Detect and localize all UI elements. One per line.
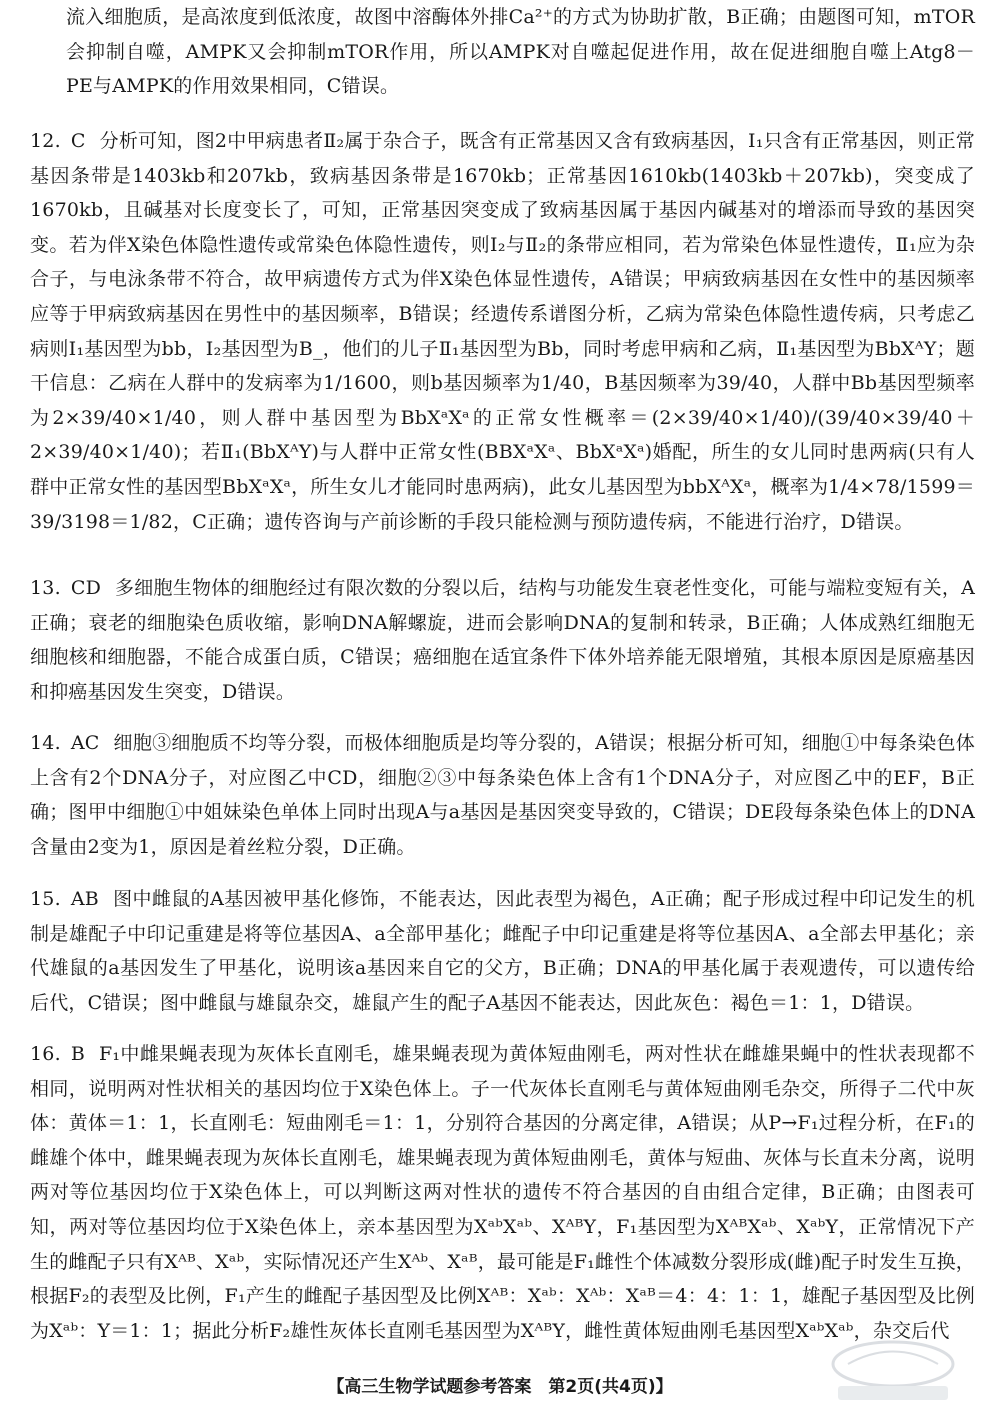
item-answer: AB [70, 888, 99, 910]
paragraph-text: 流入细胞质，是高浓度到低浓度，故图中溶酶体外排Ca²⁺的方式为协助扩散，B正确；由题图可知，mTOR会抑制自噬，AMPK又会抑制mTOR作用，所以AMPK对自噬起促进作用，故在促进细胞自噬上Atg8－PE与AMPK的作用效果相同，C错误。 [66, 6, 975, 98]
item-answer: CD [70, 577, 101, 599]
item-number: 12. [30, 130, 61, 152]
item-answer: AC [70, 732, 100, 754]
item-explanation: 细胞③细胞质不均等分裂，而极体细胞质是均等分裂的，A错误；根据分析可知，细胞①中每条染色体上含有2个DNA分子，对应图乙中CD，细胞②③中每条染色体上含有1个DNA分子，对应图乙中的EF，B正确；图甲中细胞①中姐妹染色单体上同时出现A与a基因是基因突变导致的，C错误；DE段每条染色体上的DNA含量由2变为1，原因是着丝粒分裂，D正确。 [30, 732, 975, 858]
item-answer: C [70, 130, 86, 152]
answer-item-12 [30, 124, 975, 539]
item-number: 14. [30, 732, 61, 754]
item-explanation: 分析可知，图2中甲病患者Ⅱ₂属于杂合子，既含有正常基因又含有致病基因，Ⅰ₁只含有正常基因，则正常基因条带是1403kb和207kb，致病基因条带是1670kb；正常基因1610kb(1403kb＋207kb)，突变成了1670kb，且碱基对长度变长了，可知，正常基因突变成了致病基因属于基因内碱基对的增添而导致的基因突变。若为伴X染色体隐性遗传或常染色体隐性遗传，则Ⅰ₂与Ⅱ₂的条带应相同，若为常染色体显性遗传，Ⅱ₁应为杂合子，与电泳条带不符合，故甲病遗传方式为伴X染色体显性遗传，A错误；甲病致病基因在女性中的基因频率应等于甲病致病基因在男性中的基因频率，B错误；经遗传系谱图分析，乙病为常染色体隐性遗传病，只考虑乙病则Ⅰ₁基因型为bb，Ⅰ₂基因型为B_，他们的儿子Ⅱ₁基因型为Bb，同时考虑甲病和乙病，Ⅱ₁基因型为BbXᴬY；题干信息：乙病在人群中的发病率为1/1600，则b基因频率为1/40，B基因频率为39/40，人群中Bb基因型频率为2×39/40×1/40，则人群中基因型为BbXᵃXᵃ的正常女性概率＝(2×39/40×1/40)/(39/40×39/40＋2×39/40×1/40)；若Ⅱ₁(BbXᴬY)与人群中正常女性(BBXᵃXᵃ、BbXᵃXᵃ)婚配，所生的女儿同时患两病(只有人群中正常女性的基因型BbXᵃXᵃ，所生女儿才能同时患两病)，此女儿基因型为bbXᴬXᵃ，概率为1/4×78/1599＝39/3198＝1/82，C正确；遗传咨询与产前诊断的手段只能检测与预防遗传病，不能进行治疗，D错误。 [30, 130, 975, 533]
answer-item-14 [30, 726, 975, 864]
item-number: 13. [30, 577, 61, 599]
item-number: 15. [30, 888, 61, 910]
item-answer: B [70, 1043, 85, 1065]
answer-item-16 [30, 1037, 975, 1348]
continued-paragraph [66, 0, 975, 104]
item-explanation: 多细胞生物体的细胞经过有限次数的分裂以后，结构与功能发生衰老性变化，可能与端粒变短有关，A正确；衰老的细胞染色质收缩，影响DNA解螺旋，进而会影响DNA的复制和转录，B正确；人体成熟红细胞无细胞核和细胞器，不能合成蛋白质，C错误；癌细胞在适宜条件下体外培养能无限增殖，其根本原因是原癌基因和抑癌基因发生突变，D错误。 [30, 577, 975, 703]
watermark-logo-icon [818, 1334, 968, 1404]
item-explanation: 图中雌鼠的A基因被甲基化修饰，不能表达，因此表型为褐色，A正确；配子形成过程中印记发生的机制是雄配子中印记重建是将等位基因A、a全部甲基化；雌配子中印记重建是将等位基因A、a全部去甲基化；亲代雄鼠的a基因发生了甲基化，说明该a基因来自它的父方，B正确；DNA的甲基化属于表观遗传，可以遗传给后代，C错误；图中雌鼠与雄鼠杂交，雄鼠产生的配子A基因不能表达，因此灰色：褐色＝1：1，D错误。 [30, 888, 975, 1014]
answer-item-13 [30, 571, 975, 709]
item-explanation: F₁中雌果蝇表现为灰体长直刚毛，雄果蝇表现为黄体短曲刚毛，两对性状在雌雄果蝇中的性状表现都不相同，说明两对性状相关的基因均位于X染色体上。子一代灰体长直刚毛与黄体短曲刚毛杂交，所得子二代中灰体：黄体＝1：1，长直刚毛：短曲刚毛＝1：1，分别符合基因的分离定律，A错误；从P→F₁过程分析，在F₁的雌雄个体中，雌果蝇表现为灰体长直刚毛，雄果蝇表现为黄体短曲刚毛，黄体与短曲、灰体与长直未分离，说明两对等位基因均位于X染色体上，可以判断这两对性状的遗传不符合基因的自由组合定律，B正确；由图表可知，两对等位基因均位于X染色体上，亲本基因型为XᵃᵇXᵃᵇ、XᴬᴮY，F₁基因型为XᴬᴮXᵃᵇ、XᵃᵇY，正常情况下产生的雌配子只有Xᴬᴮ、Xᵃᵇ，实际情况还产生Xᴬᵇ、Xᵃᴮ，最可能是F₁雌性个体减数分裂形成(雌)配子时发生互换，根据F₂的表型及比例，F₁产生的雌配子基因型及比例Xᴬᴮ：Xᵃᵇ：Xᴬᵇ：Xᵃᴮ＝4：4：1：1，雄配子基因型及比例为Xᵃᵇ：Y＝1：1；据此分析F₂雄性灰体长直刚毛基因型为XᴬᴮY，雌性黄体短曲刚毛基因型XᵃᵇXᵃᵇ，杂交后代 [30, 1043, 975, 1342]
answer-item-15 [30, 882, 975, 1020]
item-number: 16. [30, 1043, 61, 1065]
footer-label: 【高三生物学试题参考答案 第2页(共4页)】 [327, 1377, 673, 1397]
